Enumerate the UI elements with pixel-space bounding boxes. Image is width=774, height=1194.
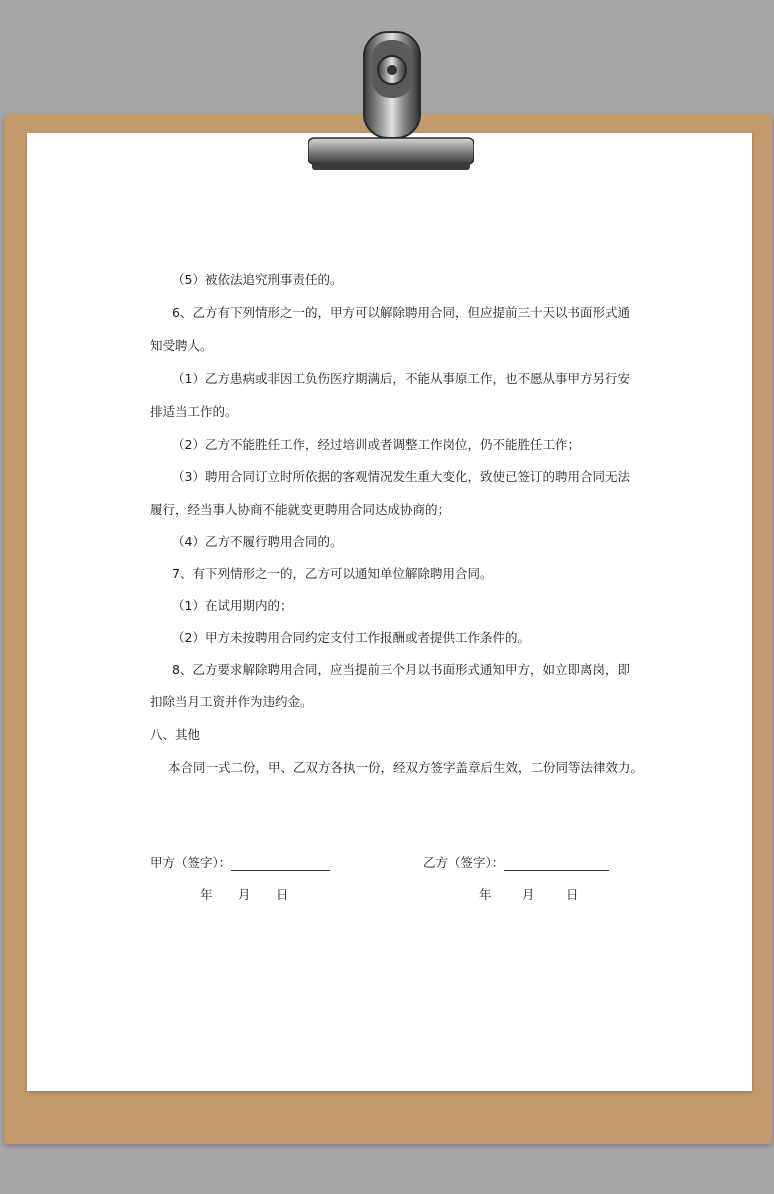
clause-6-4: （4）乙方不履行聘用合同的。	[172, 534, 343, 549]
party-a-date-day: 日	[276, 887, 289, 902]
contract-page	[27, 133, 752, 1091]
clause-8-line-2: 扣除当月工资并作为违约金。	[150, 694, 313, 709]
party-a-signature-line	[231, 870, 330, 871]
clause-6-3-line-1: （3）聘用合同订立时所依据的客观情况发生重大变化，致使已签订的聘用合同无法	[172, 469, 630, 484]
clause-5-5: （5）被依法追究刑事责任的。	[172, 272, 343, 287]
party-b-signature-line	[504, 870, 609, 871]
clause-7-1: （1）在试用期内的；	[172, 598, 293, 613]
party-b-date-year: 年	[479, 887, 492, 902]
party-b-date-month: 月	[522, 887, 535, 902]
party-a-date-year: 年	[200, 887, 213, 902]
clause-6-line-1: 6、乙方有下列情形之一的，甲方可以解除聘用合同，但应提前三十天以书面形式通	[172, 305, 630, 320]
clause-6-line-2: 知受聘人。	[150, 338, 213, 353]
section-8-body: 本合同一式二份，甲、乙双方各执一份，经双方签字盖章后生效，二份同等法律效力。	[168, 760, 644, 775]
clause-7: 7、有下列情形之一的，乙方可以通知单位解除聘用合同。	[172, 566, 493, 581]
clause-6-1-line-1: （1）乙方患病或非因工负伤医疗期满后，不能从事原工作，也不愿从事甲方另行安	[172, 371, 630, 386]
party-b-signature-label: 乙方（签字）：	[423, 855, 505, 870]
clause-6-3-line-2: 履行，经当事人协商不能就变更聘用合同达成协商的；	[150, 502, 451, 517]
clause-7-2: （2）甲方未按聘用合同约定支付工作报酬或者提供工作条件的。	[172, 630, 530, 645]
party-a-date-month: 月	[238, 887, 251, 902]
clause-6-1-line-2: 排适当工作的。	[150, 404, 238, 419]
section-8-heading: 八、其他	[150, 727, 201, 742]
clause-8-line-1: 8、乙方要求解除聘用合同，应当提前三个月以书面形式通知甲方，如立即离岗，即	[172, 662, 630, 677]
party-b-date-day: 日	[566, 887, 579, 902]
clause-6-2: （2）乙方不能胜任工作，经过培训或者调整工作岗位，仍不能胜任工作；	[172, 437, 580, 452]
binder-clip-icon	[308, 28, 474, 178]
party-a-signature-label: 甲方（签字）：	[150, 855, 232, 870]
